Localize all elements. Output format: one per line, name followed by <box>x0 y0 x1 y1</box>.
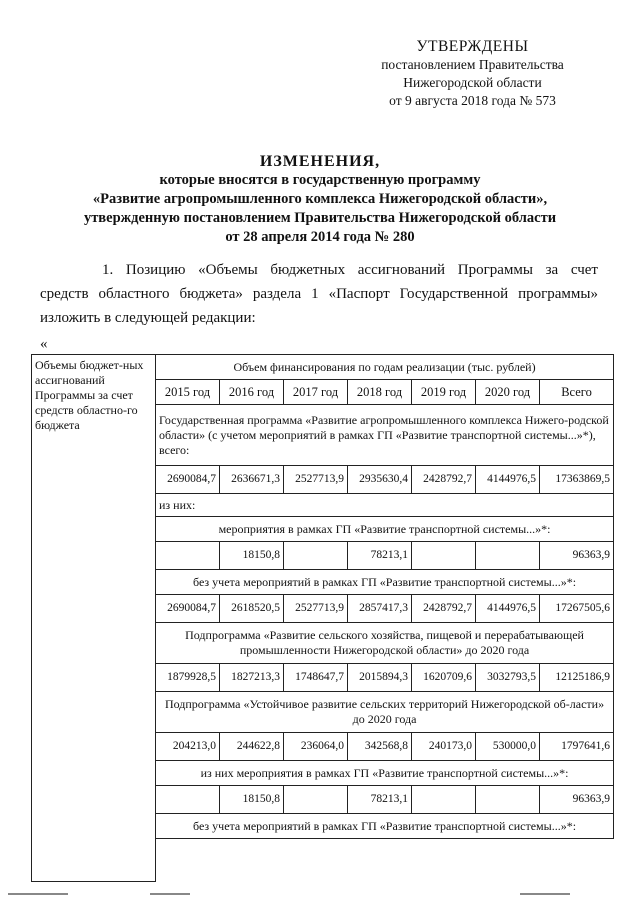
column-header: 2018 год <box>348 380 412 405</box>
scan-edge-mark <box>520 893 570 895</box>
table-cell: 2690084,7 <box>156 595 220 623</box>
table-cell: 2428792,7 <box>412 466 476 494</box>
table-cell: 18150,8 <box>220 786 284 814</box>
program-total-label: Государственная программа «Развитие агропромышленного комплекса Нижего-родской области» (с учетом мероприятий в рамках ГП «Развитие транспортной системы...»*), всего: <box>156 405 614 466</box>
table-cell <box>476 542 540 570</box>
approval-line-1: постановлением Правительства <box>381 57 564 72</box>
column-header: 2015 год <box>156 380 220 405</box>
table-cell <box>284 786 348 814</box>
paragraph-line-2: средств областного бюджета» раздела 1 «Паспорт Государственной программы» <box>40 286 598 302</box>
table-cell: 1879928,5 <box>156 664 220 692</box>
table-cell: 2636671,3 <box>220 466 284 494</box>
title-line-1: которые вносятся в государственную программу <box>159 172 481 188</box>
table-continuation-spacer <box>220 839 614 882</box>
approval-heading: УТВЕРЖДЕНЫ <box>416 38 529 55</box>
table-cell: 96363,9 <box>540 786 614 814</box>
table-cell: 78213,1 <box>348 786 412 814</box>
title-line-3: утвержденную постановлением Правительства Нижегородской области <box>83 210 557 226</box>
table-cell: 12125186,9 <box>540 664 614 692</box>
table-cell: 2618520,5 <box>220 595 284 623</box>
paragraph-line-3: изложить в следующей редакции: <box>40 310 256 326</box>
table-cell: 240173,0 <box>412 733 476 761</box>
table-cell: 3032793,5 <box>476 664 540 692</box>
table-cell: 1827213,3 <box>220 664 284 692</box>
column-header: 2017 год <box>284 380 348 405</box>
title-line-2: «Развитие агропромышленного комплекса Нижегородской области», <box>92 191 548 207</box>
table-cell: 17363869,5 <box>540 466 614 494</box>
approval-line-2: Нижегородской области <box>403 75 542 90</box>
table-cell: 17267505,6 <box>540 595 614 623</box>
side-label: Объемы бюджет-ных ассигнований Программы за счет средств областно-го бюджета <box>32 355 156 882</box>
table-cell: 1748647,7 <box>284 664 348 692</box>
table-cell: 236064,0 <box>284 733 348 761</box>
table-cell <box>476 786 540 814</box>
table-cell: 244622,8 <box>220 733 284 761</box>
table-cell: 530000,0 <box>476 733 540 761</box>
budget-table <box>31 354 614 882</box>
column-header: Всего <box>540 380 614 405</box>
approval-line-3: от 9 августа 2018 года № 573 <box>389 93 556 108</box>
table-cell: 18150,8 <box>220 542 284 570</box>
subprogram-2-label: Подпрограмма «Устойчивое развитие сельских территорий Нижегородской об-ласти» до 2020 года <box>156 692 614 733</box>
document-title <box>40 152 600 247</box>
table-cell: 2690084,7 <box>156 466 220 494</box>
table-cell <box>284 542 348 570</box>
table-cell: 2857417,3 <box>348 595 412 623</box>
transport-label: мероприятия в рамках ГП «Развитие транспортной системы...»*: <box>156 517 614 542</box>
table-cell <box>412 542 476 570</box>
table-cell: 2428792,7 <box>412 595 476 623</box>
table-cell: 1620709,6 <box>412 664 476 692</box>
instruction-paragraph <box>40 258 598 330</box>
table-cell <box>412 786 476 814</box>
table-header: Объем финансирования по годам реализации (тыс. рублей) <box>156 355 614 380</box>
table-cell: 78213,1 <box>348 542 412 570</box>
subprogram-1-label: Подпрограмма «Развитие сельского хозяйства, пищевой и перерабатывающей промышленности Нижегородской области» до 2020 года <box>156 623 614 664</box>
column-header: 2016 год <box>220 380 284 405</box>
table-cell: 2015894,3 <box>348 664 412 692</box>
table-cell: 2935630,4 <box>348 466 412 494</box>
approval-block <box>360 38 585 110</box>
scan-edge-mark <box>8 893 68 895</box>
subprogram-2-transport-label: из них мероприятия в рамках ГП «Развитие транспортной системы...»*: <box>156 761 614 786</box>
subprogram-2-without-label: без учета мероприятий в рамках ГП «Развитие транспортной системы...»*: <box>156 814 614 839</box>
table-cell: 1797641,6 <box>540 733 614 761</box>
table-cell: 2527713,9 <box>284 595 348 623</box>
table-cell: 4144976,5 <box>476 595 540 623</box>
column-header: 2019 год <box>412 380 476 405</box>
of-them-label: из них: <box>156 494 614 517</box>
table-cell: 204213,0 <box>156 733 220 761</box>
table-cell: 342568,8 <box>348 733 412 761</box>
title-heading: ИЗМЕНЕНИЯ, <box>259 153 381 170</box>
scan-edge-mark <box>150 893 190 895</box>
table-cell <box>156 786 220 814</box>
table-cell: 4144976,5 <box>476 466 540 494</box>
table-cell: 96363,9 <box>540 542 614 570</box>
table-cell <box>156 542 220 570</box>
paragraph-line-1: 1. Позицию «Объемы бюджетных ассигнований Программы за счет <box>102 262 598 278</box>
open-quote: « <box>40 336 48 352</box>
column-header: 2020 год <box>476 380 540 405</box>
table-cell: 2527713,9 <box>284 466 348 494</box>
table-continuation-spacer <box>156 839 220 882</box>
title-line-4: от 28 апреля 2014 года № 280 <box>225 229 415 245</box>
without-transport-label: без учета мероприятий в рамках ГП «Развитие транспортной системы...»*: <box>156 570 614 595</box>
